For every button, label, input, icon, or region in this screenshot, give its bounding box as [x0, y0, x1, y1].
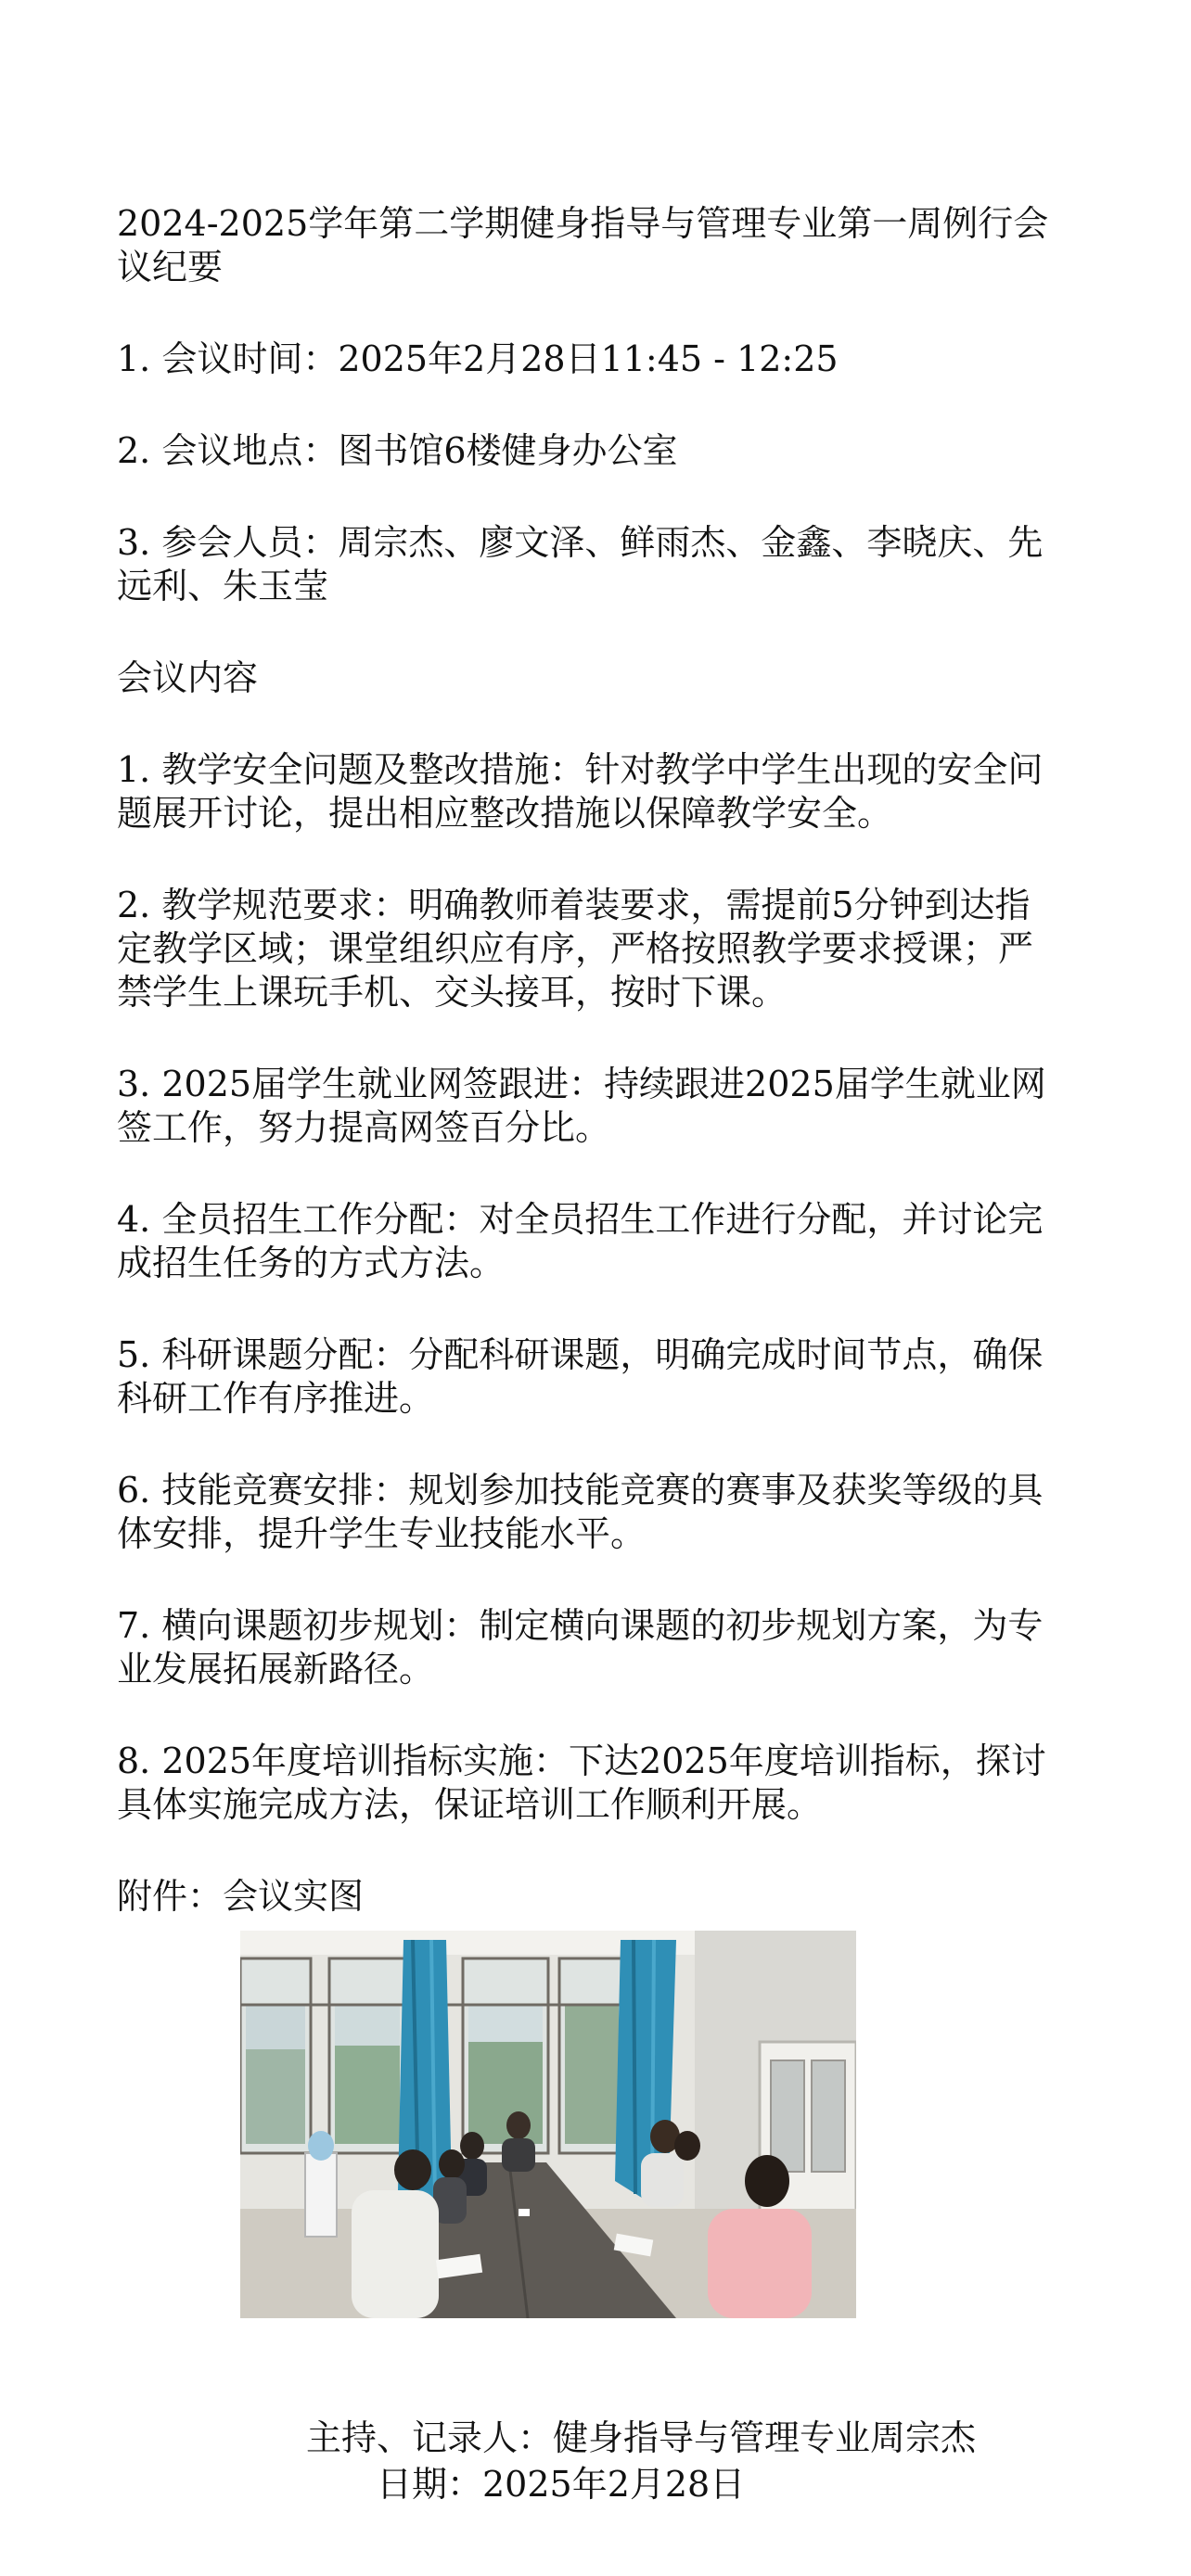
meeting-date: 日期：2025年2月28日 [377, 2464, 746, 2505]
meeting-place: 2. 会议地点：图书馆6楼健身办公室 [117, 430, 678, 471]
meeting-time: 1. 会议时间：2025年2月28日11:45 - 12:25 [117, 338, 839, 379]
agenda-item-8: 8. 2025年度培训指标实施：下达2025年度培训指标，探讨具体实施完成方法，保证培训工作顺利开展。 [117, 1741, 1046, 1825]
agenda-item-1: 1. 教学安全问题及整改措施：针对教学中学生出现的安全问题展开讨论，提出相应整改措施以保障教学安全。 [117, 749, 1044, 834]
attachment-label: 附件：会议实图 [117, 1876, 365, 1917]
meeting-attendees: 3. 参会人员：周宗杰、廖文泽、鲜雨杰、金鑫、李晓庆、先远利、朱玉莹 [117, 522, 1044, 606]
host-recorder: 主持、记录人：健身指导与管理专业周宗杰 [306, 2417, 977, 2458]
agenda-item-3: 3. 2025届学生就业网签跟进：持续跟进2025届学生就业网签工作，努力提高网签百分比。 [117, 1064, 1046, 1148]
document-title: 2024-2025学年第二学期健身指导与管理专业第一周例行会议纪要 [117, 203, 1049, 287]
agenda-item-4: 4. 全员招生工作分配：对全员招生工作进行分配，并讨论完成招生任务的方式方法。 [117, 1199, 1044, 1283]
agenda-item-7: 7. 横向课题初步规划：制定横向课题的初步规划方案，为专业发展拓展新路径。 [117, 1605, 1044, 1690]
agenda-item-2: 2. 教学规范要求：明确教师着装要求，需提前5分钟到达指定教学区域；课堂组织应有序，严格按照教学要求授课；严禁学生上课玩手机、交头接耳，按时下课。 [117, 885, 1034, 1013]
minutes-document [117, 202, 1054, 1919]
content-heading: 会议内容 [117, 657, 259, 698]
agenda-item-6: 6. 技能竞赛安排：规划参加技能竞赛的赛事及获奖等级的具体安排，提升学生专业技能水平。 [117, 1470, 1044, 1554]
meeting-photo [240, 1931, 856, 2318]
agenda-item-5: 5. 科研课题分配：分配科研课题，明确完成时间节点，确保科研工作有序推进。 [117, 1334, 1044, 1419]
